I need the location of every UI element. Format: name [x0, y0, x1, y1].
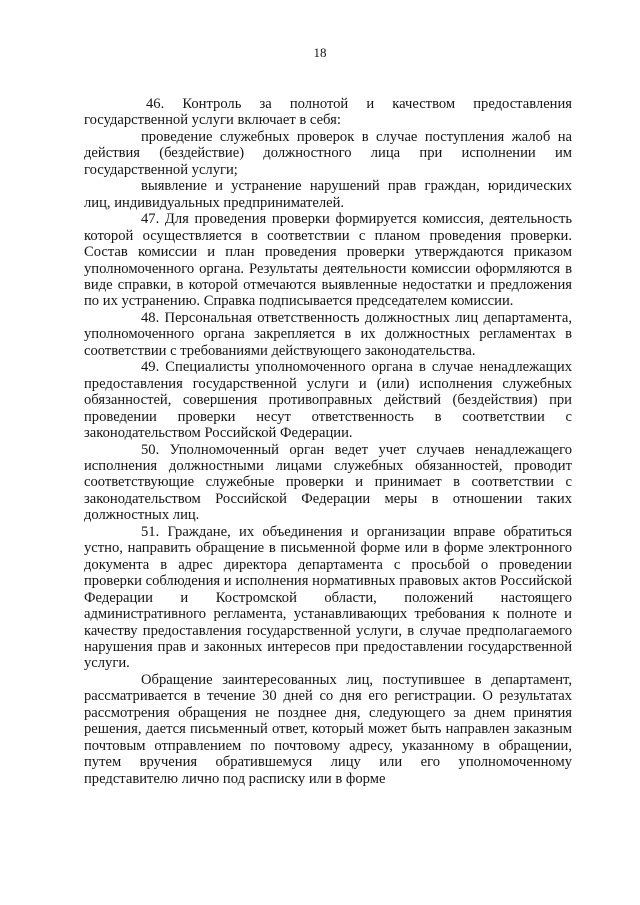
- page-number: 18: [313, 45, 327, 60]
- paragraph-51: 51. Граждане, их объединения и организации вправе обратиться устно, направить обращение в письменной форме или в форме электронного документа в адрес директора департамента с просьбой о проведении проверки соблюдения и исполнения нормативных правовых актов Российской Федерации и Костромской области, положений настоящего административного регламента, устанавливающих требования к полноте и качеству предоставления государственной услуги, в случае предполагаемого нарушения прав и законных интересов при предоставлении государственной услуги.: [84, 523, 572, 672]
- document-body: [84, 96, 572, 787]
- list-item-violations: выявление и устранение нарушений прав граждан, юридических лиц, индивидуальных предпринимателей.: [84, 178, 572, 211]
- paragraph-48: 48. Персональная ответственность должностных лиц департамента, уполномоченного органа закрепляется в их должностных регламентах в соответствии с требованиями действующего законодательства.: [84, 309, 572, 359]
- paragraph-appeal-processing: Обращение заинтересованных лиц, поступившее в департамент, рассматривается в течение 30 дней со дня его регистрации. О результатах рассмотрения обращения не позднее дня, следующего за днем принятия решения, дается письменный ответ, который может быть направлен заказным почтовым отправлением по почтовому адресу, указанному в обращении, путем вручения обратившемуся лицу или его уполномоченному представителю лично под расписку или в форме: [84, 671, 572, 787]
- paragraph-46: 46. Контроль за полнотой и качеством предоставления государственной услуги включает в себя:: [84, 96, 572, 129]
- paragraph-47: 47. Для проведения проверки формируется комиссия, деятельность которой осуществляется в соответствии с планом проведения проверки. Состав комиссии и план проведения проверки утверждаются приказом уполномоченного органа. Результаты деятельности комиссии оформляются в виде справки, в которой отмечаются выявленные недостатки и предложения по их устранению. Справка подписывается председателем комиссии.: [84, 211, 572, 310]
- paragraph-50: 50. Уполномоченный орган ведет учет случаев ненадлежащего исполнения должностными лицами служебных обязанностей, проводит соответствующие служебные проверки и принимает в соответствии с законодательством Российской Федерации меры в отношении таких должностных лиц.: [84, 441, 572, 524]
- list-item-service-checks: проведение служебных проверок в случае поступления жалоб на действия (бездействие) должностного лица при исполнении им государственной услуги;: [84, 128, 572, 178]
- paragraph-49: 49. Специалисты уполномоченного органа в случае ненадлежащих предоставления государственной услуги и (или) исполнения служебных обязанностей, совершения противоправных действий (бездействия) при проведении проверки несут ответственность в соответствии с законодательством Российской Федерации.: [84, 359, 572, 442]
